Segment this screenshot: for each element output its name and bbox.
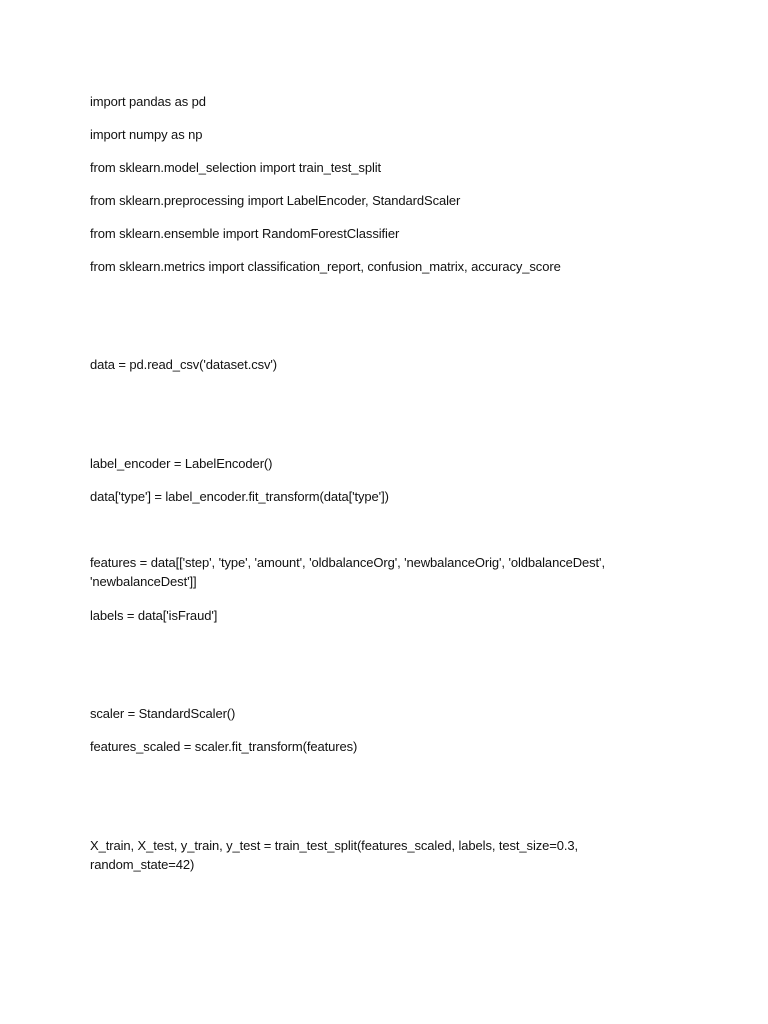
code-line-import-random-forest: from sklearn.ensemble import RandomForestClassifier [90, 226, 400, 241]
code-line-import-pandas: import pandas as pd [90, 94, 206, 109]
code-line-import-train-test-split: from sklearn.model_selection import train_test_split [90, 160, 382, 175]
code-line-import-metrics: from sklearn.metrics import classification_report, confusion_matrix, accuracy_score [90, 259, 561, 274]
code-line-features: features = data[['step', 'type', 'amount', 'oldbalanceOrg', 'newbalanceOrig', 'oldbalanceDest', 'newbalanceDest']] [90, 555, 605, 589]
code-line-read-csv: data = pd.read_csv('dataset.csv') [90, 357, 278, 372]
code-line-import-preprocessing: from sklearn.preprocessing import LabelEncoder, StandardScaler [90, 193, 461, 208]
code-line-label-encoder: label_encoder = LabelEncoder() [90, 456, 273, 471]
code-line-import-numpy: import numpy as np [90, 127, 203, 142]
code-line-labels: labels = data['isFraud'] [90, 608, 218, 623]
code-line-scaler: scaler = StandardScaler() [90, 706, 236, 721]
code-line-encode-type: data['type'] = label_encoder.fit_transform(data['type']) [90, 489, 389, 504]
code-line-features-scaled: features_scaled = scaler.fit_transform(features) [90, 739, 358, 754]
code-line-train-test-split: X_train, X_test, y_train, y_test = train_test_split(features_scaled, labels, test_size=0.3, random_state=42) [90, 838, 579, 872]
